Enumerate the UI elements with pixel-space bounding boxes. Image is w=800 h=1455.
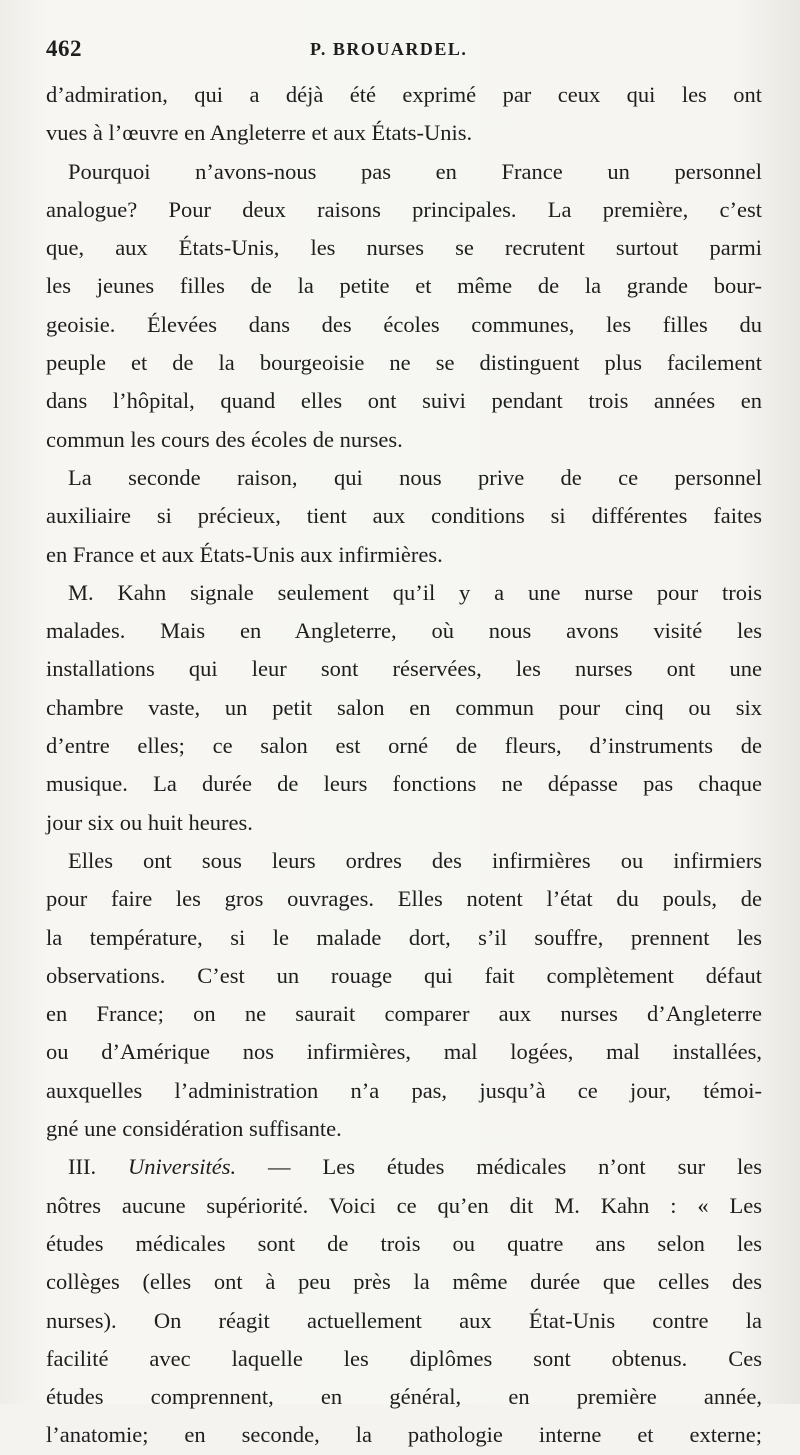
text-line: études médicales sont de trois ou quatre ans selon les [46,1230,762,1256]
text-line: facilité avec laquelle les diplômes sont obtenus. Ces [46,1345,762,1371]
text-line: La seconde raison, qui nous prive de ce personnel [68,464,762,490]
section-text: — Les études médicales n’ont sur les [236,1154,762,1180]
text-line: installations qui leur sont réservées, les nurses ont une [46,656,762,682]
text-line: M. Kahn signale seulement qu’il y a une nurse pour trois [68,579,762,605]
text-line: gné une considération suffisante. [46,1116,342,1142]
running-title: P. BROUARDEL. [310,39,468,59]
text-line: musique. La durée de leurs fonctions ne dépasse pas chaque [46,771,762,797]
page-number: 462 [46,36,82,61]
text-line: auxiliaire si précieux, tient aux conditions si différentes faites [46,503,762,529]
text-line: malades. Mais en Angleterre, où nous avons visité les [46,618,762,644]
text-line: dans l’hôpital, quand elles ont suivi pendant trois années en [46,388,762,414]
text-line: jour six ou huit heures. [46,809,253,835]
text-line: Pourquoi n’avons-nous pas en France un personnel [68,158,762,184]
text-line: en France; on ne saurait comparer aux nurses d’Angleterre [46,1001,762,1027]
text-line: auxquelles l’administration n’a pas, jusqu’à ce jour, témoi- [46,1077,762,1103]
text-line: nôtres aucune supériorité. Voici ce qu’en dit M. Kahn : « Les [46,1192,762,1218]
text-line: ou d’Amérique nos infirmières, mal logées, mal installées, [46,1039,762,1065]
text-line: l’anatomie; en seconde, la pathologie interne et externe; [46,1422,762,1448]
text-line: vues à l’œuvre en Angleterre et aux États-Unis. [46,120,473,146]
text-line [46,1148,762,1186]
text-line: chambre vaste, un petit salon en commun pour cinq ou six [46,694,762,720]
text-line: que, aux États-Unis, les nurses se recrutent surtout parmi [46,235,762,261]
text-line: la température, si le malade dort, s’il souffre, prennent les [46,924,762,950]
text-line: analogue? Pour deux raisons principales. La première, c’est [46,196,762,222]
section-title: Universités. [128,1154,237,1180]
text-line: nurses). On réagit actuellement aux État-Unis contre la [46,1307,762,1333]
text-line: Elles ont sous leurs ordres des infirmières ou infirmiers [68,847,762,873]
text-line: commun les cours des écoles de nurses. [46,426,403,452]
text-line: d’entre elles; ce salon est orné de fleurs, d’instruments de [46,733,762,759]
text-line: observations. C’est un rouage qui fait complètement défaut [46,962,762,988]
text-line: en France et aux États-Unis aux infirmières. [46,541,443,567]
text-line: d’admiration, qui a déjà été exprimé par ceux qui les ont [46,82,762,107]
text-line: collèges (elles ont à peu près la même durée que celles des [46,1269,762,1295]
section-number: III. [68,1154,129,1180]
body-text [46,76,762,1455]
running-head [46,36,754,64]
text-line: peuple et de la bourgeoisie ne se distinguent plus facilement [46,350,762,376]
text-line: pour faire les gros ouvrages. Elles notent l’état du pouls, de [46,886,762,912]
text-line: les jeunes filles de la petite et même de la grande bour- [46,273,762,299]
text-line: études comprennent, en général, en première année, [46,1384,762,1410]
text-line: geoisie. Élevées dans des écoles communes, les filles du [46,311,762,337]
